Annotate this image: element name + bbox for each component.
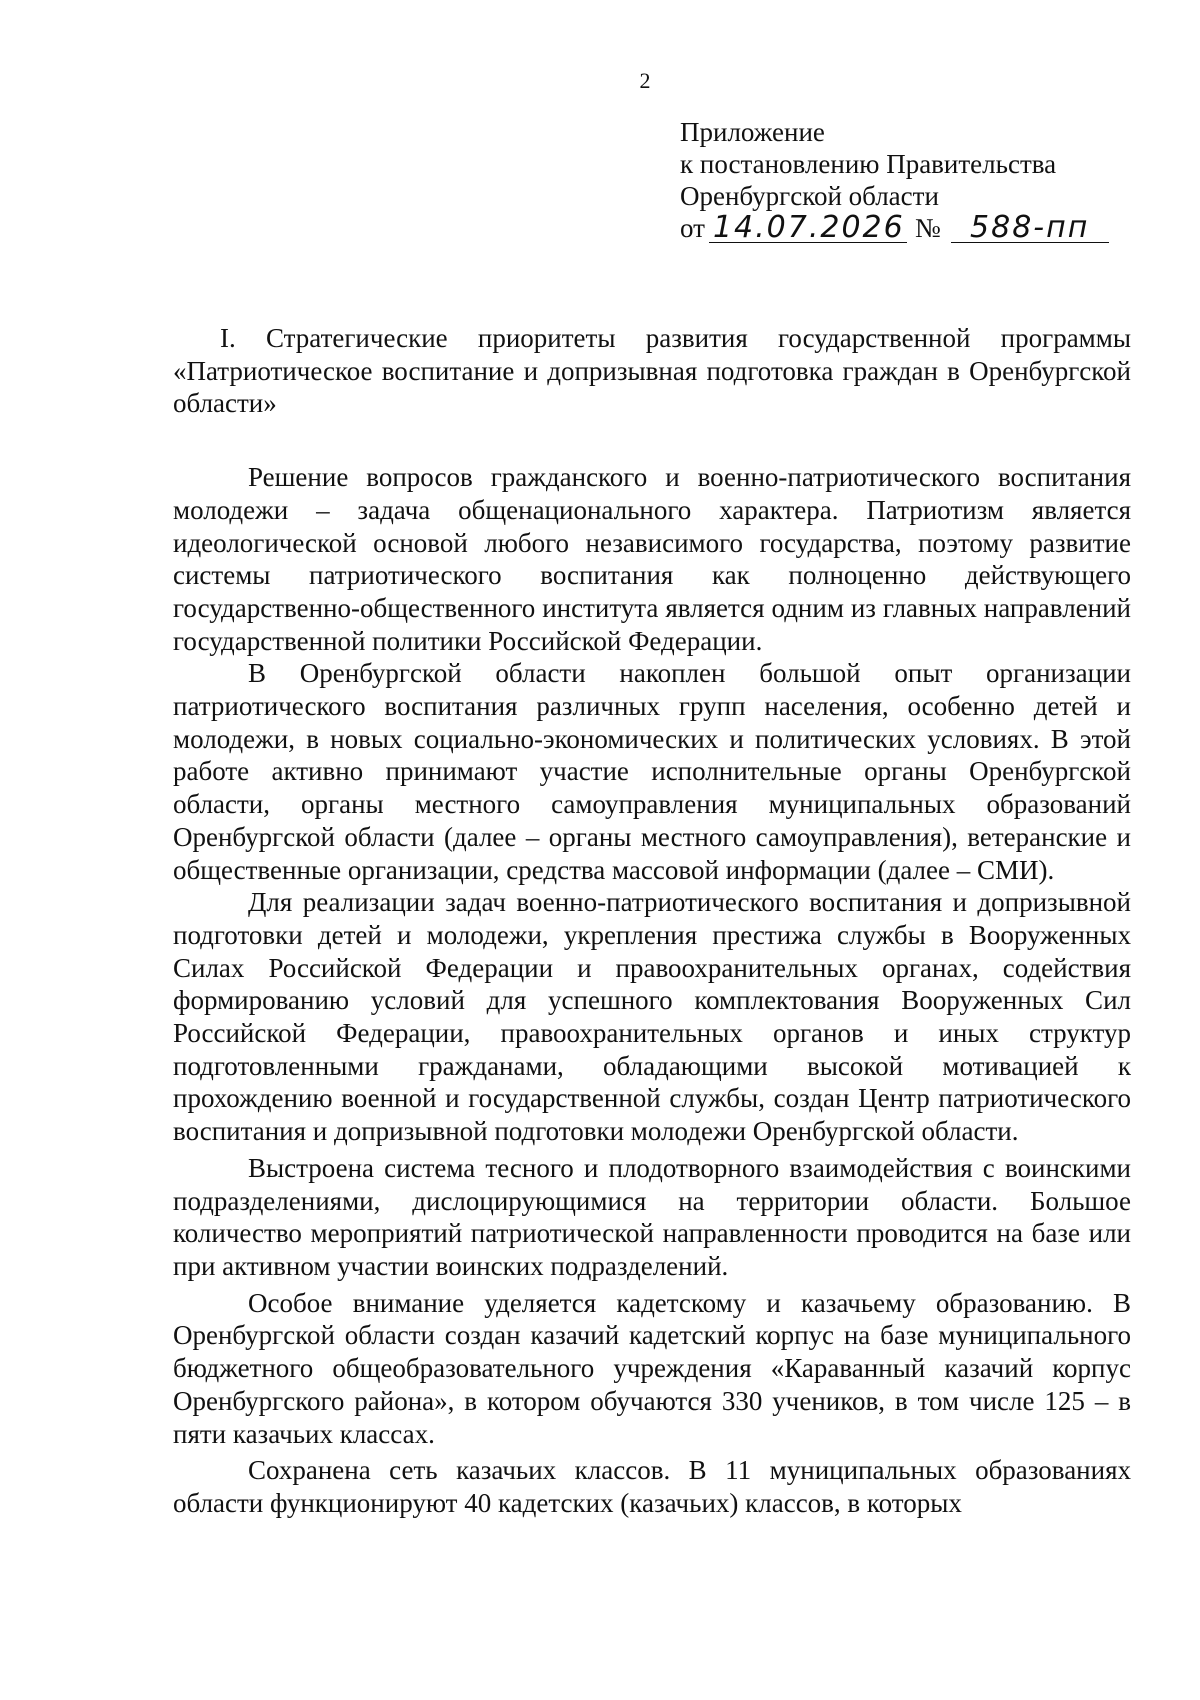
number-label: № xyxy=(914,213,941,243)
handwritten-number: 588-пп xyxy=(951,214,1109,243)
document-body xyxy=(173,322,1131,1520)
section-heading: I. Стратегические приоритеты развития государственной программы «Патриотическое воспитание и допризывная подготовка граждан в Оренбургской области» xyxy=(173,323,1131,419)
paragraphs xyxy=(173,461,1131,1520)
paragraph-2: В Оренбургской области накоплен большой опыт организации патриотического воспитания различных групп населения, особенно детей и молодежи, в новых социально-экономических и политических условиях. В этой работе активно принимают участие исполнительные органы Оренбургской области, органы местного самоуправления муниципальных образований Оренбургской области (далее – органы местного самоуправления), ветеранские и общественные организации, средства массовой информации (далее – СМИ). xyxy=(173,658,1131,885)
paragraph-3: Для реализации задач военно-патриотического воспитания и допризывной подготовки детей и молодежи, укрепления престижа службы в Вооруженных Силах Российской Федерации и правоохранительных органах, содействия формированию условий для успешного комплектования Вооруженных Сил Российской Федерации, правоохранительных органов и иных структур подготовленными гражданами, обладающими высокой мотивацией к прохождению военной и государственной службы, создан Центр патриотического воспитания и допризывной подготовки молодежи Оренбургской области. xyxy=(173,887,1131,1147)
appendix-title: Приложение xyxy=(680,117,825,147)
appendix-region: Оренбургской области xyxy=(680,181,939,211)
handwritten-date: 14.07.2026 xyxy=(709,214,907,243)
paragraph-4: Выстроена система тесного и плодотворного взаимодействия с воинскими подразделениями, дислоцирующимися на территории области. Большое количество мероприятий патриотической направленности проводится на базе или при активном участии воинских подразделений. xyxy=(173,1152,1131,1281)
from-label: от xyxy=(680,213,705,243)
page-number: 2 xyxy=(639,68,651,93)
paragraph-1: Решение вопросов гражданского и военно-патриотического воспитания молодежи – задача общенационального характера. Патриотизм является идеологической основой любого независимого государства, поэтому развитие системы патриотического воспитания как полноценно действующего государственно-общественного института является одним из главных направлений государственной политики Российской Федерации. xyxy=(173,462,1131,656)
appendix-reference: к постановлению Правительства xyxy=(680,149,1057,179)
paragraph-5: Особое внимание уделяется кадетскому и казачьему образованию. В Оренбургской области создан казачий кадетский корпус на базе муниципального бюджетного общеобразовательного учреждения «Караванный казачий корпус Оренбургского района», в котором обучаются 330 учеников, в том числе 125 – в пяти казачьих классах. xyxy=(173,1287,1131,1449)
appendix-date-number xyxy=(680,212,1140,244)
paragraph-6: Сохранена сеть казачьих классов. В 11 муниципальных образованиях области функционируют 40 кадетских (казачьих) классов, в которых xyxy=(173,1455,1131,1518)
appendix-header xyxy=(680,116,1140,244)
